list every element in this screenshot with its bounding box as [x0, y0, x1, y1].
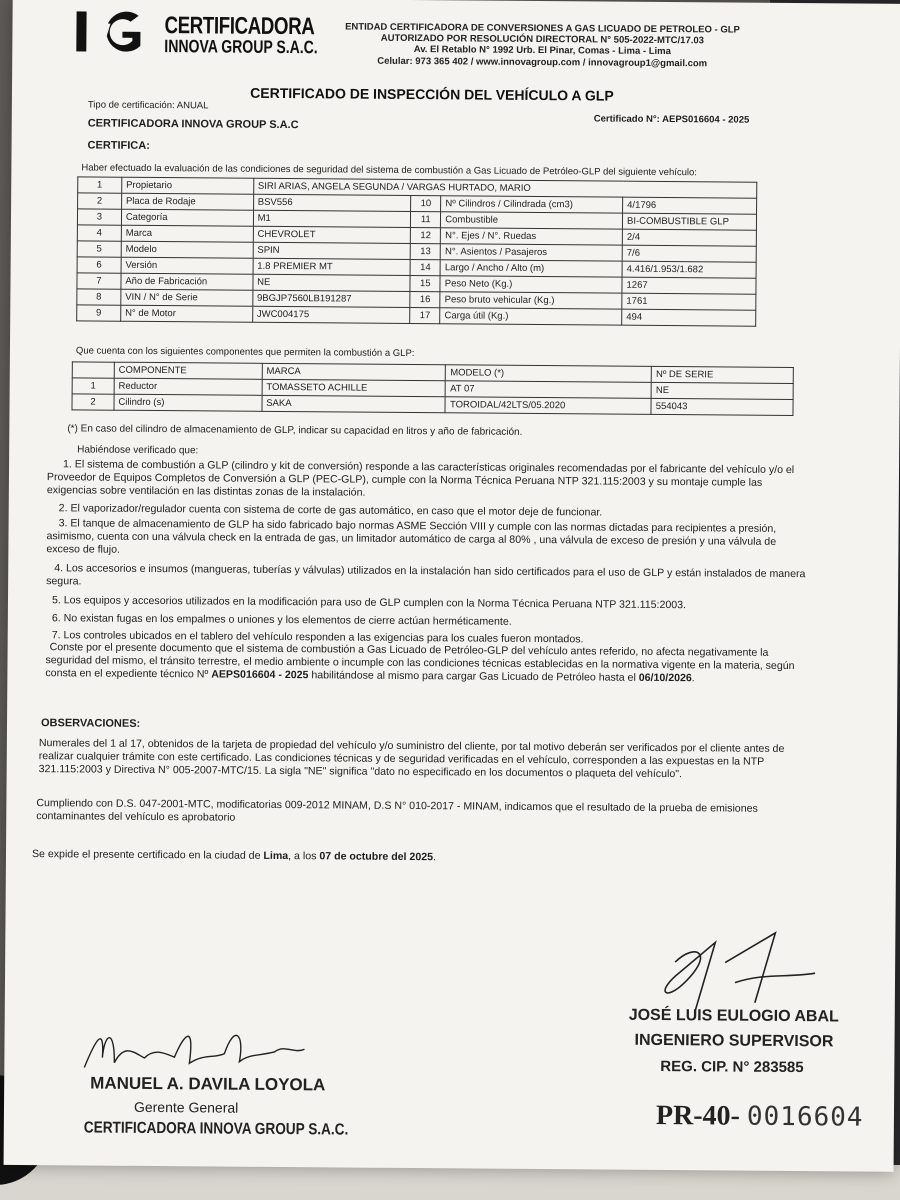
field-value: M1	[253, 210, 411, 227]
issue-text: Se expide el presente certificado en la ciudad de	[31, 848, 264, 862]
row-number: 1	[78, 177, 122, 193]
observaciones-label: OBSERVACIONES:	[40, 717, 141, 730]
field-value: 9BGJP7560LB191287	[252, 290, 410, 307]
conste-paragraph	[45, 641, 805, 687]
document-title: CERTIFICADO DE INSPECCIÓN DEL VEHÍCULO A GLP	[250, 84, 614, 104]
field-value: BSV556	[253, 194, 411, 211]
manager-company: CERTIFICADORA INNOVA GROUP S.A.C.	[83, 1119, 349, 1139]
field-label: N°. Asientos / Pasajeros	[440, 244, 622, 261]
field-value: BI-COMBUSTIBLE GLP	[622, 213, 756, 230]
vehicle-table	[76, 176, 757, 326]
verified-item-2: 2. El vaporizador/regulador cuenta con sistema de corte de gas automático, en caso que el motor deje de funcionar.	[58, 502, 603, 519]
field-value: SIRI ARIAS, ANGELA SEGUNDA / VARGAS HURTADO, MARIO	[253, 178, 756, 198]
footnote: (*) En caso del cilindro de almacenamiento de GLP, indicar su capacidad en litros y año de fabricación.	[67, 423, 523, 438]
header-cell: MARCA	[262, 363, 446, 380]
row-number: 16	[410, 292, 440, 308]
header-cell: MODELO (*)	[446, 365, 652, 383]
row-number: 6	[77, 257, 121, 273]
component-name: Cilindro (s)	[114, 394, 262, 411]
component-brand: SAKA	[262, 395, 446, 412]
certificate-number: Certificado N°: AEPS016604 - 2025	[593, 113, 750, 126]
field-label: Categoría	[121, 209, 253, 226]
form-code	[656, 1100, 864, 1134]
component-serial: 554043	[651, 398, 793, 415]
component-serial: NE	[651, 382, 793, 399]
verified-item-1: 1. El sistema de combustión a GLP (cilindro y kit de conversión) responde a las características originales recomendadas por el fabricante del vehículo y/o el Proveedor de Equipos Completos de Conversión a GLP (PEC-GLP), cumple con la Norma Técnica Peruana NTP 321.115:2003 y su montaje cumple las exigencias sobre ventilación en las distintas zonas de la instalación.	[46, 458, 795, 500]
field-label: VIN / N° de Serie	[121, 289, 253, 306]
component-name: Reductor	[114, 378, 262, 395]
conste-text: .	[691, 672, 695, 685]
verified-item-4: 4. Los accesorios e insumos (mangueras, tuberías y válvulas) utilizados en la instalación han sido certificados para el uso de GLP y están instalados de manera segura.	[46, 562, 806, 588]
field-label: Combustible	[441, 212, 623, 229]
issue-text: , a los	[288, 850, 320, 863]
header-line-2: AUTORIZADO POR RESOLUCIÓN DIRECTORAL N° 505-2022-MTC/17.03	[380, 32, 705, 47]
observacion-1: Numerales del 1 al 17, obtenidos de la tarjeta de propiedad del vehículo y/o suministro del cliente, por tal motivo deberán ser verificados por el cliente antes de realizar cualquier trámite con este certificado. Las condiciones técnicas y de seguridad verificadas en el vehículo, corresponden a las expuestas en la NTP 321.115:2003 y Directiva N° 005-2007-MTC/15. La sigla "NE" significa "dato no especificado en los documentos o plaqueta del vehículo".	[38, 737, 785, 781]
row-number: 1	[72, 378, 114, 394]
row-number: 15	[410, 276, 440, 292]
field-label: Peso bruto vehicular (Kg.)	[440, 292, 622, 309]
issue-date: 07 de octubre del 2025	[319, 850, 434, 864]
supervisor-role: INGENIERO SUPERVISOR	[634, 1031, 834, 1051]
verified-item-3: 3. El tanque de almacenamiento de GLP ha sido fabricado bajo normas ASME Sección VIII y cumple con las normas dictadas para recipientes a presión, asimismo, cuenta con una válvula check en la entrada de gas, un limitador automático de carga al 80% , una válvula de exceso de presión y una válvula de exceso de flujo.	[46, 517, 777, 557]
components-table	[71, 361, 793, 416]
field-value: 7/6	[622, 245, 756, 262]
field-value: JWC004175	[252, 306, 410, 323]
row-number: 9	[77, 305, 121, 321]
row-number: 12	[411, 228, 441, 244]
header-line-3: Av. El Retablo N° 1992 Urb. El Pinar, Comas - Lima - Lima	[413, 44, 671, 58]
field-value: 4.416/1.953/1.682	[622, 261, 756, 278]
field-label: Propietario	[122, 177, 254, 194]
field-label: Versión	[121, 257, 253, 274]
field-value: SPIN	[253, 242, 411, 259]
supervisor-registration: REG. CIP. N° 283585	[660, 1057, 804, 1077]
header-line-4: Celular: 973 365 402 / www.innovagroup.com / innovagroup1@gmail.com	[377, 55, 708, 70]
field-value: NE	[253, 274, 411, 291]
valid-until-date: 06/10/2026	[638, 672, 692, 685]
supervisor-name: JOSÉ LUIS EULOGIO ABAL	[628, 1006, 839, 1026]
header-line-1: ENTIDAD CERTIFICADORA DE CONVERSIONES A GAS LICUADO DE PETROLEO - GLP	[345, 21, 740, 36]
field-label: Carga útil (Kg.)	[440, 308, 622, 325]
row-number: 14	[410, 260, 440, 276]
field-label: N° de Motor	[121, 305, 253, 322]
verified-item-6: 6. No existan fugas en los empalmes o uniones y los elementos de cierre actúan herméticamente.	[51, 612, 512, 628]
field-value: 1.8 PREMIER MT	[253, 258, 411, 275]
header-cell: Nº DE SERIE	[651, 366, 793, 383]
field-value: 1761	[622, 293, 756, 310]
row-number: 11	[411, 212, 441, 228]
component-brand: TOMASSETO ACHILLE	[262, 379, 446, 396]
form-code-prefix: PR-40-	[655, 1099, 741, 1132]
field-value: CHEVROLET	[253, 226, 411, 243]
issue-city: Lima	[263, 849, 289, 863]
field-value: 2/4	[622, 229, 756, 246]
row-number: 17	[410, 308, 440, 324]
logo-title: CERTIFICADORA	[164, 12, 315, 41]
field-label: Peso Neto (Kg.)	[440, 276, 622, 293]
form-code-number: 0016604	[746, 1101, 864, 1133]
field-label: N°. Ejes / N°. Ruedas	[441, 228, 623, 245]
row-number: 4	[77, 225, 121, 241]
row-number: 3	[77, 209, 121, 225]
row-number: 7	[77, 273, 121, 289]
observacion-2: Cumpliendo con D.S. 047-2001-MTC, modificatorias 009-2012 MINAM, D.S N° 010-2017 - MINAM, indicamos que el resultado de la prueba de emisiones contaminantes del vehículo es aprobatorio	[36, 797, 758, 824]
intro-text: Haber efectuado la evaluación de las condiciones de seguridad del sistema de combustión a Gas Licuado de Petróleo-GLP del siguiente vehículo:	[81, 162, 698, 179]
component-model: TOROIDAL/42LTS/05.2020	[445, 397, 651, 415]
field-label: Marca	[121, 225, 253, 242]
field-value: 4/1796	[623, 197, 757, 214]
manager-role: Gerente General	[133, 1098, 239, 1116]
verified-intro: Habiéndose verificado que:	[77, 444, 199, 457]
field-label: Nº Cilindros / Cilindrada (cm3)	[441, 196, 623, 213]
logo-subtitle: INNOVA GROUP S.A.C.	[164, 36, 318, 58]
field-label: Placa de Rodaje	[121, 193, 253, 210]
row-number: 2	[78, 193, 122, 209]
row-number: 8	[77, 289, 121, 305]
certificate-page	[4, 0, 900, 1172]
expediente-number: AEPS016604 - 2025	[211, 668, 309, 682]
components-intro: Que cuenta con los siguientes componentes que permiten la combustión a GLP:	[75, 345, 415, 360]
row-number: 13	[411, 244, 441, 260]
field-label: Largo / Ancho / Alto (m)	[440, 260, 622, 277]
verified-item-5: 5. Los equipos y accesorios utilizados en la modificación para uso de GLP cumplen con la Norma Técnica Peruana NTP 321.115:2003.	[51, 594, 687, 612]
field-value: 494	[622, 309, 756, 326]
field-value: 1267	[622, 277, 756, 294]
field-label: Modelo	[121, 241, 253, 258]
company-logo-icon	[74, 9, 162, 54]
verified-item-7: 7. Los controles ubicados en el tablero del vehículo responden a las exigencias para los cuales fueron montados.	[51, 629, 584, 646]
manager-name: MANUEL A. DAVILA LOYOLA	[90, 1073, 326, 1095]
company-name: CERTIFICADORA INNOVA GROUP S.A.C	[87, 117, 299, 132]
field-label: Año de Fabricación	[121, 273, 253, 290]
row-number: 10	[411, 196, 441, 212]
issue-statement	[32, 848, 792, 867]
header-cell-blank	[72, 362, 114, 378]
conste-text: habilitándose al mismo para cargar Gas Licuado de Petróleo hasta el	[308, 669, 639, 685]
conste-text: Conste por el presente documento que el sistema de combustión a Gas Licuado de Petróleo-GLP del vehículo antes referido, no afecta negativamente la seguridad del mismo, el tránsito terrestre, el medio ambiente o incumple con las condiciones técnicas establecidas en la normativa vigente en la materia, según consta en el expediente técnico Nº	[45, 641, 795, 681]
component-model: AT 07	[446, 381, 652, 399]
row-number: 5	[77, 241, 121, 257]
header-cell: COMPONENTE	[114, 362, 262, 379]
certifica-label: CERTIFICA:	[87, 139, 150, 152]
certification-type: Tipo de certificación: ANUAL	[87, 99, 209, 112]
row-number: 2	[72, 394, 114, 410]
issue-text: .	[432, 851, 437, 864]
